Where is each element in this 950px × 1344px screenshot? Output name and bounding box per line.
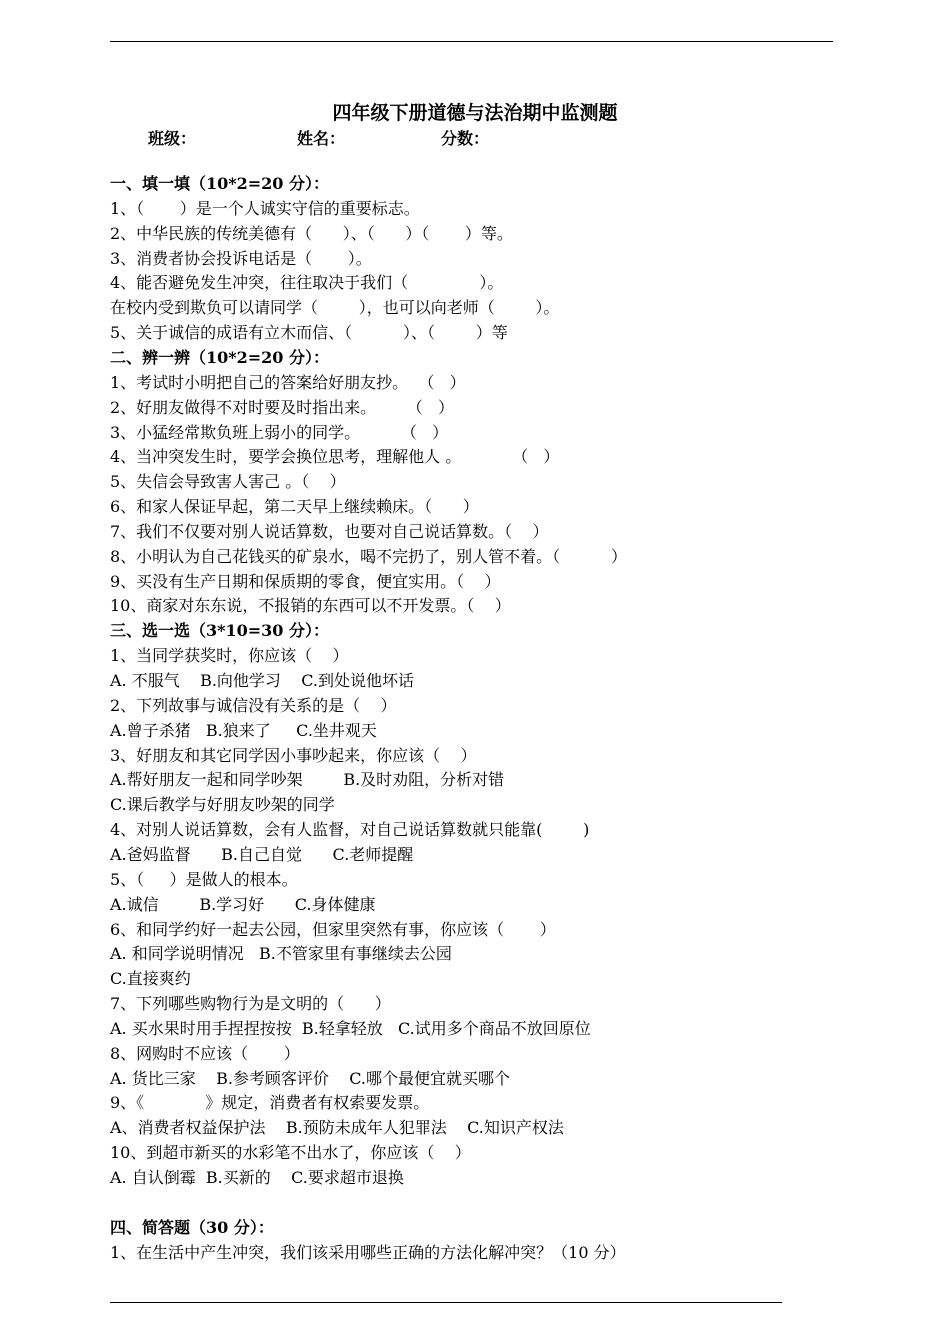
question-line: A、消费者权益保护法 B.预防未成年人犯罪法 C.知识产权法: [110, 1118, 564, 1138]
section-heading: 一、填一填（10*2=20 分）：: [110, 174, 330, 193]
question-line: C.直接爽约: [110, 969, 191, 989]
section-heading: 二、辨一辨（10*2=20 分）：: [110, 347, 330, 367]
question-line: 3、小猛经常欺负班上弱小的同学。 （ ）: [110, 422, 449, 442]
question-line: A. 货比三家 B.参考顾客评价 C.哪个最便宜就买哪个: [110, 1068, 511, 1088]
section-heading: 三、选一选（3*10=30 分）：: [110, 621, 330, 641]
question-line: 4、当冲突发生时，要学会换位思考，理解他人 。 （ ）: [110, 447, 560, 467]
question-line: C.课后教学与好朋友吵架的同学: [110, 795, 335, 815]
question-line: 6、和同学约好一起去公园，但家里突然有事，你应该（ ）: [110, 919, 556, 939]
question-line: 8、小明认为自己花钱买的矿泉水，喝不完扔了，别人管不着。（ ）: [110, 546, 628, 566]
question-line: 1、当同学获奖时，你应该（ ）: [110, 646, 349, 666]
score-label: 分数：: [441, 129, 490, 148]
bottom-rule: [110, 1302, 782, 1303]
question-line: A. 买水果时用手捏捏按按 B.轻拿轻放 C.试用多个商品不放回原位: [110, 1018, 591, 1038]
question-line: A. 自认倒霉 B.买新的 C.要求超市退换: [110, 1168, 404, 1187]
question-line: A. 不服气 B.向他学习 C.到处说他坏话: [110, 671, 415, 690]
question-line: 9、《 》规定，消费者有权索要发票。: [110, 1093, 430, 1113]
question-line: A.诚信 B.学习好 C.身体健康: [110, 894, 376, 914]
question-line: 10、商家对东东说，不报销的东西可以不开发票。（ ）: [110, 596, 511, 616]
question-line: 2、好朋友做得不对时要及时指出来。 （ ）: [110, 397, 454, 417]
class-label: 班级：: [148, 129, 197, 148]
question-line: 10、到超市新买的水彩笔不出水了，你应该（ ）: [110, 1143, 471, 1163]
question-line: 1、考试时小明把自己的答案给好朋友抄。 （ ）: [110, 372, 466, 392]
question-line: 6、和家人保证早起，第二天早上继续赖床。（ ）: [110, 497, 479, 517]
question-line: 4、对别人说话算数，会有人监督，对自己说话算数就只能靠( ): [110, 820, 590, 840]
question-line: A. 和同学说明情况 B.不管家里有事继续去公园: [110, 944, 452, 964]
question-line: 8、网购时不应该（ ）: [110, 1043, 300, 1063]
question-line: 1、在生活中产生冲突，我们该采用哪些正确的方法化解冲突？（10 分）: [110, 1242, 626, 1262]
question-line: 7、下列哪些购物行为是文明的（ ）: [110, 994, 391, 1014]
name-label: 姓名：: [297, 129, 346, 148]
question-line: 2、中华民族的传统美德有（ ）、（ ）（ ）等。: [110, 223, 513, 243]
question-line: A.爸妈监督 B.自己自觉 C.老师提醒: [110, 844, 414, 864]
question-line: 5、（ ）是做人的根本。: [110, 869, 298, 889]
question-line: 5、失信会导致害人害己 。（ ）: [110, 472, 346, 492]
section-heading: 四、简答题（30 分）：: [110, 1217, 274, 1237]
question-line: 1、（ ）是一个人诚实守信的重要标志。: [110, 198, 420, 218]
question-line: A.曾子杀猪 B.狼来了 C.坐井观天: [110, 720, 377, 740]
question-line: 5、关于诚信的成语有立木而信、（ ）、（ ）等: [110, 323, 508, 343]
question-line: 7、我们不仅要对别人说话算数，也要对自己说话算数。（ ）: [110, 521, 549, 541]
question-line: 在校内受到欺负可以请同学（ ），也可以向老师（ ）。: [110, 298, 560, 318]
page-title: 四年级下册道德与法治期中监测题: [332, 102, 618, 124]
question-line: 4、能否避免发生冲突，往往取决于我们（ ）。: [110, 273, 504, 293]
top-rule: [110, 41, 833, 42]
question-line: 3、消费者协会投诉电话是（ ）。: [110, 248, 372, 268]
question-line: 9、买没有生产日期和保质期的零食，便宜实用。（ ）: [110, 571, 501, 591]
question-line: 2、下列故事与诚信没有关系的是（ ）: [110, 695, 397, 715]
question-line: 3、好朋友和其它同学因小事吵起来，你应该（ ）: [110, 745, 477, 765]
question-line: A.帮好朋友一起和同学吵架 B.及时劝阻，分析对错: [110, 770, 505, 790]
